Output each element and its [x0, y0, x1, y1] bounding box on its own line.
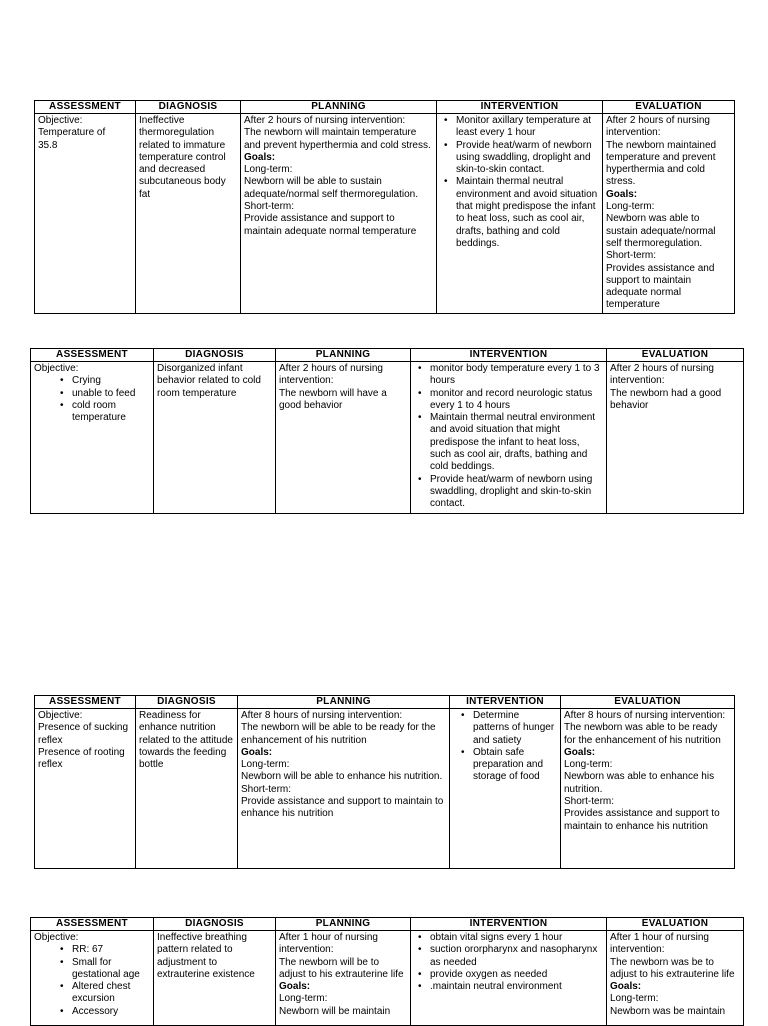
care-plan-table-2 [30, 348, 744, 514]
goals-label: Goals: [564, 746, 596, 758]
goals-label: Goals: [244, 151, 276, 163]
intervention-item: • suction ororpharynx and nasopharynx as needed [430, 944, 603, 969]
evaluation-line: Newborn was be maintain [610, 1005, 726, 1017]
evaluation-cell [561, 709, 735, 869]
evaluation-line: The newborn maintained temperature and prevent hyperthermia and cold stress. [606, 139, 717, 188]
evaluation-line: Long-term: [610, 993, 659, 1005]
assessment-item: • Small for gestational age [72, 957, 150, 982]
planning-line: Long-term: [244, 164, 293, 176]
intervention-cell [411, 931, 607, 1026]
header-planning: PLANNING [238, 696, 450, 709]
diagnosis-cell [136, 709, 238, 869]
table-row [31, 931, 744, 1026]
header-planning: PLANNING [276, 918, 411, 931]
planning-line: Newborn will be able to sustain adequate/normal self thermoregulation. [244, 176, 418, 200]
planning-cell [276, 362, 411, 514]
evaluation-line: Short-term: [564, 796, 615, 808]
diagnosis-cell [136, 114, 241, 314]
evaluation-cell [607, 931, 744, 1026]
planning-line: The newborn will be able to be ready for the enhancement of his nutrition [241, 722, 436, 746]
planning-line: Provide assistance and support to maintain to enhance his nutrition [241, 796, 444, 820]
evaluation-line: Long-term: [606, 201, 655, 213]
intervention-cell [450, 709, 561, 869]
goals-label: Goals: [241, 746, 273, 758]
care-plan-table-3 [34, 695, 735, 869]
header-evaluation: EVALUATION [607, 918, 744, 931]
planning-line: Long-term: [241, 759, 290, 771]
goals-label: Goals: [279, 981, 311, 993]
intervention-item: • Determine patterns of hunger and satiety [473, 710, 557, 747]
evaluation-line: Newborn was able to sustain adequate/normal self thermoregulation. [606, 213, 716, 249]
evaluation-line: The newborn had a good behavior [610, 387, 722, 411]
evaluation-line: After 2 hours of nursing intervention: [610, 363, 714, 387]
evaluation-line: The newborn was be to adjust to his extrauterine life [610, 956, 735, 980]
intervention-cell [437, 114, 603, 314]
assessment-line: Temperature of [38, 127, 106, 139]
header-diagnosis: DIAGNOSIS [154, 349, 276, 362]
planning-line: Short-term: [241, 783, 292, 795]
planning-line: After 8 hours of nursing intervention: [241, 710, 403, 721]
header-planning: PLANNING [276, 349, 411, 362]
planning-line: After 2 hours of nursing intervention: [279, 363, 383, 387]
diagnosis-text: Disorganized infant behavior related to cold room temperature [157, 363, 261, 399]
planning-line: After 2 hours of nursing intervention: [244, 115, 406, 126]
evaluation-cell [607, 362, 744, 514]
evaluation-line: Newborn was able to enhance his nutrition. [564, 771, 715, 795]
planning-line: After 1 hour of nursing intervention: [279, 932, 378, 956]
header-evaluation: EVALUATION [603, 101, 735, 114]
intervention-item: • Maintain thermal neutral environment and avoid situation that might predispose the infant to heat loss, such as cool air, drafts, bathing and cold beddings. [430, 412, 603, 473]
intervention-item: • Obtain safe preparation and storage of food [473, 747, 557, 784]
intervention-item: • Provide heat/warm of newborn using swaddling, droplight and skin-to-skin contact. [456, 140, 599, 177]
assessment-item: • Accessory [72, 1006, 150, 1018]
evaluation-line: After 8 hours of nursing intervention: [564, 710, 726, 721]
planning-line: Long-term: [279, 993, 328, 1005]
header-intervention: INTERVENTION [411, 918, 607, 931]
diagnosis-cell [154, 931, 276, 1026]
planning-cell [241, 114, 437, 314]
care-plan-table-1 [34, 100, 735, 314]
intervention-item: • monitor and record neurologic status every 1 to 4 hours [430, 388, 603, 413]
assessment-line: Objective: [34, 363, 79, 374]
planning-cell [276, 931, 411, 1026]
header-diagnosis: DIAGNOSIS [154, 918, 276, 931]
goals-label: Goals: [610, 981, 642, 993]
evaluation-line: After 2 hours of nursing intervention: [606, 115, 710, 139]
header-assessment: ASSESSMENT [35, 101, 136, 114]
goals-label: Goals: [606, 188, 638, 200]
planning-line: The newborn will have a good behavior [279, 387, 387, 411]
assessment-item: • Crying [72, 375, 150, 387]
header-intervention: INTERVENTION [411, 349, 607, 362]
header-planning: PLANNING [241, 101, 437, 114]
evaluation-line: Provides assistance and support to maintain to enhance his nutrition [564, 808, 720, 832]
table-row [31, 362, 744, 514]
intervention-item: • obtain vital signs every 1 hour [430, 932, 603, 944]
planning-line: The newborn will be to adjust to his extrauterine life [279, 956, 404, 980]
evaluation-line: After 1 hour of nursing intervention: [610, 932, 709, 956]
assessment-line: 35.8 [38, 139, 58, 151]
diagnosis-text: Readiness for enhance nutrition related to the attitude towards the feeding bottle [139, 710, 233, 771]
table-row [35, 114, 735, 314]
header-intervention: INTERVENTION [450, 696, 561, 709]
header-evaluation: EVALUATION [561, 696, 735, 709]
evaluation-line: The newborn was able to be ready for the enhancement of his nutrition [564, 722, 721, 746]
planning-line: Short-term: [244, 201, 295, 213]
table-header-row [35, 696, 735, 709]
table-header-row [31, 349, 744, 362]
table-row [35, 709, 735, 869]
planning-cell [238, 709, 450, 869]
intervention-item: • Monitor axillary temperature at least every 1 hour [456, 115, 599, 140]
care-plan-table-4 [30, 917, 744, 1026]
intervention-cell [411, 362, 607, 514]
evaluation-cell [603, 114, 735, 314]
intervention-item: • Maintain thermal neutral environment and avoid situation that might predispose the infant to heat loss, such as cool air, drafts, bathing and cold beddings. [456, 176, 599, 250]
header-assessment: ASSESSMENT [35, 696, 136, 709]
assessment-cell [31, 362, 154, 514]
assessment-item: • cold room temperature [72, 400, 150, 425]
assessment-cell [35, 709, 136, 869]
assessment-cell [35, 114, 136, 314]
assessment-line: Objective: [38, 115, 83, 126]
header-assessment: ASSESSMENT [31, 918, 154, 931]
assessment-line: Presence of sucking reflex [38, 722, 129, 746]
table-header-row [35, 101, 735, 114]
assessment-item: • RR: 67 [72, 944, 150, 956]
diagnosis-cell [154, 362, 276, 514]
evaluation-line: Short-term: [606, 250, 657, 262]
intervention-item: • monitor body temperature every 1 to 3 hours [430, 363, 603, 388]
assessment-line: Objective: [38, 710, 83, 721]
planning-line: The newborn will maintain temperature and prevent hyperthermia and cold stress. [244, 127, 431, 151]
header-assessment: ASSESSMENT [31, 349, 154, 362]
evaluation-line: Long-term: [564, 759, 613, 771]
header-intervention: INTERVENTION [437, 101, 603, 114]
assessment-line: Objective: [34, 932, 79, 943]
header-diagnosis: DIAGNOSIS [136, 101, 241, 114]
diagnosis-text: Ineffective breathing pattern related to adjustment to extrauterine existence [157, 932, 255, 980]
assessment-cell [31, 931, 154, 1026]
header-evaluation: EVALUATION [607, 349, 744, 362]
assessment-item: • unable to feed [72, 388, 150, 400]
intervention-item: • .maintain neutral environment [430, 981, 603, 993]
intervention-item: • Provide heat/warm of newborn using swaddling, droplight and skin-to-skin contact. [430, 474, 603, 511]
intervention-item: • provide oxygen as needed [430, 969, 603, 981]
table-header-row [31, 918, 744, 931]
assessment-item: • Altered chest excursion [72, 981, 150, 1006]
evaluation-line: Provides assistance and support to maintain adequate normal temperature [606, 262, 715, 311]
planning-line: Newborn will be able to enhance his nutrition. [241, 771, 443, 783]
planning-line: Provide assistance and support to maintain adequate normal temperature [244, 213, 417, 237]
diagnosis-text: Ineffective thermoregulation related to immature temperature control and decreased subcutaneous body fat [139, 115, 226, 200]
header-diagnosis: DIAGNOSIS [136, 696, 238, 709]
planning-line: Newborn will be maintain [279, 1005, 391, 1017]
assessment-line: Presence of rooting reflex [38, 746, 125, 771]
